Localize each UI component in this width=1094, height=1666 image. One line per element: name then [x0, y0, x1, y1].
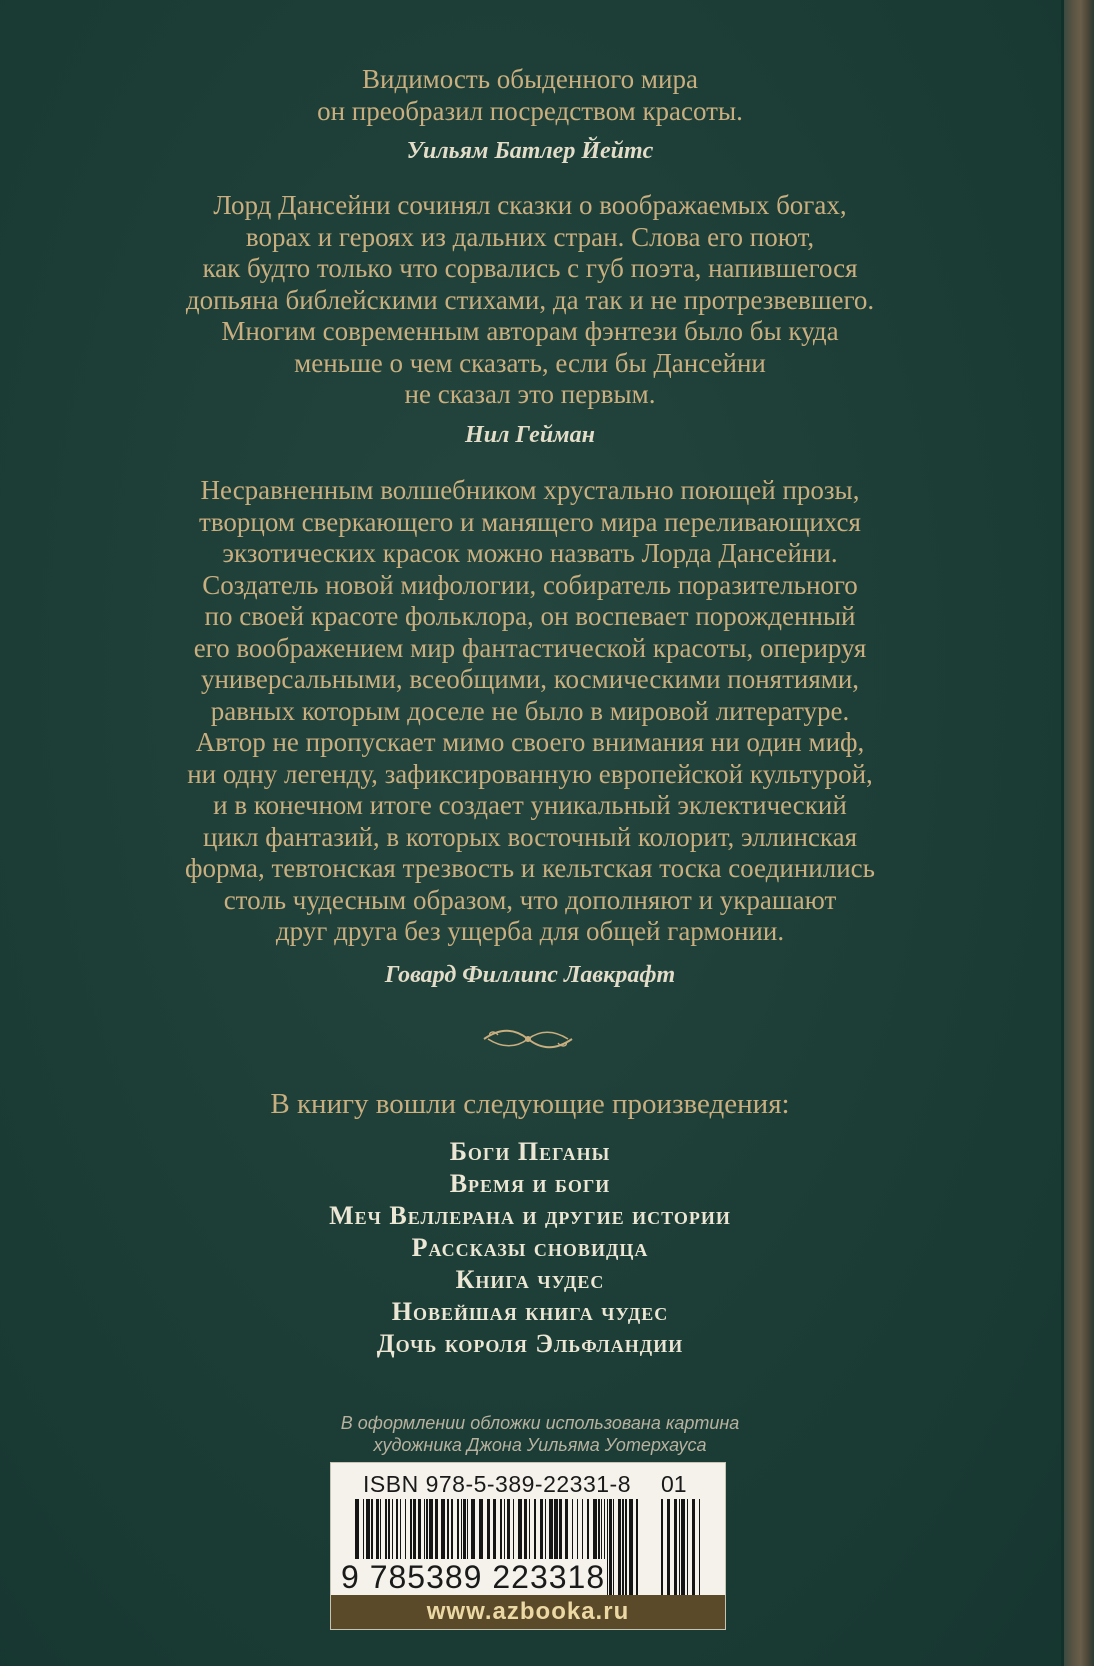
quote-lovecraft	[100, 475, 960, 948]
quote-line: Многим современным авторам фэнтези было бы куда	[221, 316, 839, 346]
barcode-bar	[625, 1499, 627, 1595]
barcode-bar	[687, 1499, 688, 1595]
barcode-bar	[681, 1499, 685, 1595]
quote-line: и в конечном итоге создает уникальный эклектический	[213, 790, 847, 820]
isbn-label: ISBN 978-5-389-22331-8	[363, 1471, 631, 1497]
quote-line: он преобразил посредством красоты.	[317, 95, 743, 126]
list-item: Дочь короля Эльфландии	[376, 1329, 684, 1358]
barcode-box	[330, 1462, 726, 1630]
publisher-url: www.azbooka.ru	[426, 1598, 630, 1625]
quote-line: как будто только что сорвались с губ поэта, напившегося	[202, 253, 858, 283]
quote-line: Несравненным волшебником хрустально поющей прозы,	[200, 475, 860, 505]
barcode-bar	[699, 1499, 700, 1595]
quote-line: ворах и героях из дальних стран. Слова его поют,	[245, 221, 815, 252]
list-item: Книга чудес	[455, 1265, 605, 1294]
list-item: Время и боги	[449, 1169, 611, 1198]
quote-line: творцом сверкающего и манящего мира переливающихся	[199, 506, 861, 537]
quote-gaiman	[100, 190, 960, 411]
quote-line: Автор не пропускает мимо своего внимания ни один миф,	[195, 727, 865, 757]
quote-line: Создатель новой мифологии, собиратель поразительного	[202, 569, 858, 600]
barcode-addon-bars	[659, 1499, 705, 1595]
barcode-bar	[667, 1499, 670, 1595]
quote-author-lovecraft: Говард Филлипс Лавкрафт	[384, 962, 676, 988]
cover-painting-edge	[1064, 0, 1094, 1666]
ornament-icon	[478, 1024, 578, 1054]
barcode-bar	[679, 1499, 680, 1595]
quote-line: экзотических красок можно назвать Лорда Дансейни.	[222, 538, 838, 568]
quote-line: универсальными, всеобщими, космическими понятиями,	[200, 664, 860, 694]
quote-yeats	[100, 64, 960, 127]
isbn-addon-label: 01	[661, 1471, 687, 1497]
quote-line: по своей красоте фольклора, он воспевает порожденный	[204, 601, 856, 631]
barcode-bar	[629, 1499, 633, 1595]
credit-line: В оформлении обложки использована картина	[340, 1413, 740, 1433]
quote-line: допьяна библейскими стихами, да так и не протрезвевшего.	[185, 284, 875, 315]
quote-line: не сказал это первым.	[404, 379, 656, 409]
barcode-digits: 9 785389 223318	[341, 1559, 606, 1595]
list-item: Меч Веллерана и другие истории	[329, 1201, 731, 1230]
barcode-bar	[609, 1499, 612, 1595]
quote-line: равных которым доселе не было в мировой литературе.	[210, 695, 850, 726]
barcode-bar	[636, 1499, 638, 1595]
barcode-bar	[613, 1499, 614, 1595]
quote-author-gaiman: Нил Гейман	[465, 422, 595, 448]
quote-line: Видимость обыденного мира	[362, 64, 698, 94]
works-intro: В книгу вошли следующие произведения:	[270, 1088, 790, 1120]
quote-line: форма, тевтонская трезвость и кельтская тоска соединились	[185, 853, 875, 883]
quote-line: друг друга без ущерба для общей гармонии.	[275, 916, 785, 946]
credit-line: художника Джона Уильяма Уотерхауса	[373, 1435, 707, 1455]
cover-art-credit	[300, 1412, 780, 1456]
list-item: Боги Пеганы	[449, 1137, 611, 1166]
quote-line: меньше о чем сказать, если бы Дансейни	[294, 347, 766, 378]
works-list	[100, 1136, 960, 1360]
barcode-bar	[674, 1499, 677, 1595]
barcode-bar	[622, 1499, 624, 1595]
barcode-bar	[661, 1499, 663, 1595]
quote-line: столь чудесным образом, что дополняют и украшают	[223, 884, 837, 915]
barcode-bar	[692, 1499, 695, 1595]
quote-line: его воображением мир фантастической красоты, оперируя	[193, 632, 867, 663]
quote-author-yeats: Уильям Батлер Йейтс	[406, 138, 654, 164]
list-item: Новейшая книга чудес	[391, 1297, 669, 1326]
list-item: Рассказы сновидца	[411, 1233, 649, 1262]
quote-line: ни одну легенду, зафиксированную европейской культурой,	[187, 758, 873, 789]
quote-line: цикл фантазий, в которых восточный колорит, эллинская	[202, 821, 858, 852]
publisher-url-bar	[331, 1595, 725, 1629]
barcode-bar	[618, 1499, 621, 1595]
barcode-bar	[607, 1499, 608, 1595]
quote-line: Лорд Дансейни сочинял сказки о воображаемых богах,	[213, 190, 847, 220]
